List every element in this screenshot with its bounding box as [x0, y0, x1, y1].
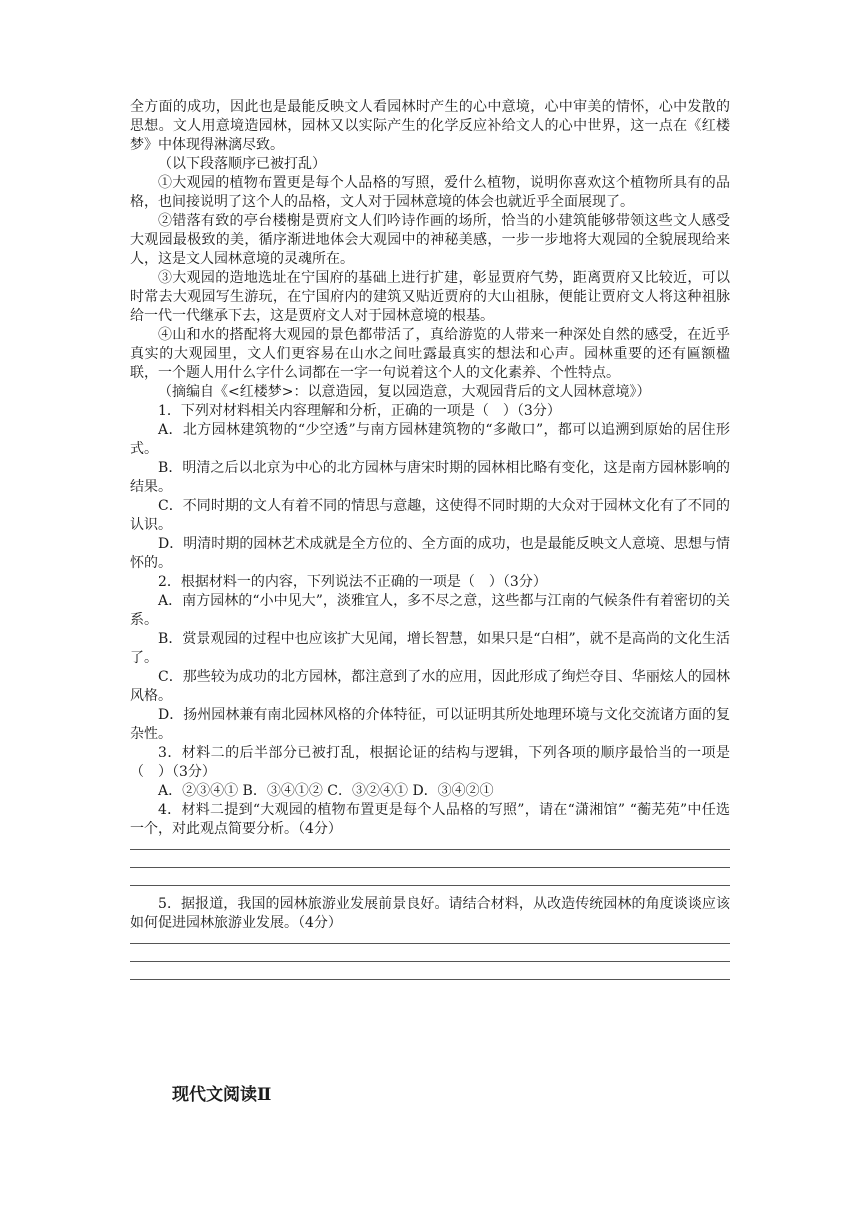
question-5-stem: 5．据报道，我国的园林旅游业发展前景良好。请结合材料，从改造传统园林的角度谈谈应该如何促进园林旅游业发展。（4分） — [130, 896, 730, 931]
answer-line — [130, 961, 730, 962]
question-4-answer-lines[interactable] — [130, 849, 730, 887]
shuffled-note: （以下段落顺序已被打乱） — [158, 156, 326, 172]
question-2-option-a: A．南方园林的“小中见大”，淡雅宜人，多不尽之意，这些都与江南的气候条件有着密切的关系。 — [130, 593, 730, 628]
paragraph-2: ②错落有致的亭台楼榭是贾府文人们吟诗作画的场所，恰当的小建筑能够带领这些文人感受大观园最极致的美，循序渐进地体会大观园中的神秘美感，一步一步地将大观园的全貌展现给来人，这是文人园林意境的灵魂所在。 — [130, 213, 730, 267]
question-4-stem: 4．材料二提到“大观园的植物布置更是每个人品格的写照”，请在“潇湘馆” “蘅芜苑”中任选一个，对此观点简要分析。（4分） — [130, 802, 730, 837]
question-3-stem: 3．材料二的后半部分已被打乱，根据论证的结构与逻辑，下列各项的顺序最恰当的一项是（ ）（3分） — [130, 745, 730, 780]
question-1-option-b: B．明清之后以北京为中心的北方园林与唐宋时期的园林相比略有变化，这是南方园林影响的结果。 — [130, 460, 730, 495]
question-2-stem: 2．根据材料一的内容，下列说法不正确的一项是（ ）（3分） — [158, 574, 547, 590]
question-1-option-c: C．不同时期的文人有着不同的情思与意趣，这使得不同时期的大众对于园林文化有了不同的认识。 — [130, 498, 730, 533]
answer-line — [130, 979, 730, 980]
intro-paragraph: 全方面的成功，因此也是最能反映文人看园林时产生的心中意境，心中审美的情怀，心中发散的思想。文人用意境造园林，园林又以实际产生的化学反应补给文人的心中世界，这一点在《红楼梦》中体现得淋漓尽致。 — [130, 99, 730, 153]
answer-line — [130, 943, 730, 944]
document-body — [130, 98, 730, 989]
question-3-options: A．②③④① B．③④①② C．③②④① D．③④②① — [158, 783, 494, 799]
paragraph-4: ④山和水的搭配将大观园的景色都带活了，真给游览的人带来一种深处自然的感受，在近乎真实的大观园里，文人们更容易在山水之间吐露最真实的想法和心声。园林重要的还有匾额楹联，一个题人用什么字什么词都在一字一句说着这个人的文化素养、个性特点。 — [130, 327, 730, 381]
question-5-answer-lines[interactable] — [130, 943, 730, 981]
question-2-option-b: B．赏景观园的过程中也应该扩大见闻，增长智慧，如果只是“白相”，就不是高尚的文化生活了。 — [130, 631, 730, 666]
question-2-option-c: C．那些较为成功的北方园林，都注意到了水的应用，因此形成了绚烂夺目、华丽炫人的园林风格。 — [130, 669, 730, 704]
source-citation: （摘编自《<红楼梦>：以意造园，复以园造意，大观园背后的文人园林意境》） — [158, 384, 651, 400]
answer-line — [130, 867, 730, 868]
section-heading: 现代文阅读Ⅱ — [172, 1085, 272, 1105]
question-2-option-d: D．扬州园林兼有南北园林风格的介体特征，可以证明其所处地理环境与文化交流诸方面的复杂性。 — [130, 707, 730, 742]
question-1-stem: 1．下列对材料相关内容理解和分析，正确的一项是（ ）（3分） — [158, 403, 561, 419]
paragraph-3: ③大观园的造地选址在宁国府的基础上进行扩建，彰显贾府气势，距离贾府又比较近，可以时常去大观园写生游玩，在宁国府内的建筑又贴近贾府的大山祖脉，便能让贾府文人将这种祖脉给一代一代继承下去，这是贾府文人对于园林意境的根基。 — [130, 270, 730, 324]
question-1-option-a: A．北方园林建筑物的“少空透”与南方园林建筑物的“多敞口”，都可以追溯到原始的居住形式。 — [130, 422, 730, 457]
answer-line — [130, 849, 730, 850]
question-1-option-d: D．明清时期的园林艺术成就是全方位的、全方面的成功，也是最能反映文人意境、思想与情怀的。 — [130, 536, 730, 571]
answer-line — [130, 885, 730, 886]
paragraph-1: ①大观园的植物布置更是每个人品格的写照，爱什么植物，说明你喜欢这个植物所具有的品格，也间接说明了这个人的品格，文人对于园林意境的体会也就近乎全面展现了。 — [130, 175, 730, 210]
